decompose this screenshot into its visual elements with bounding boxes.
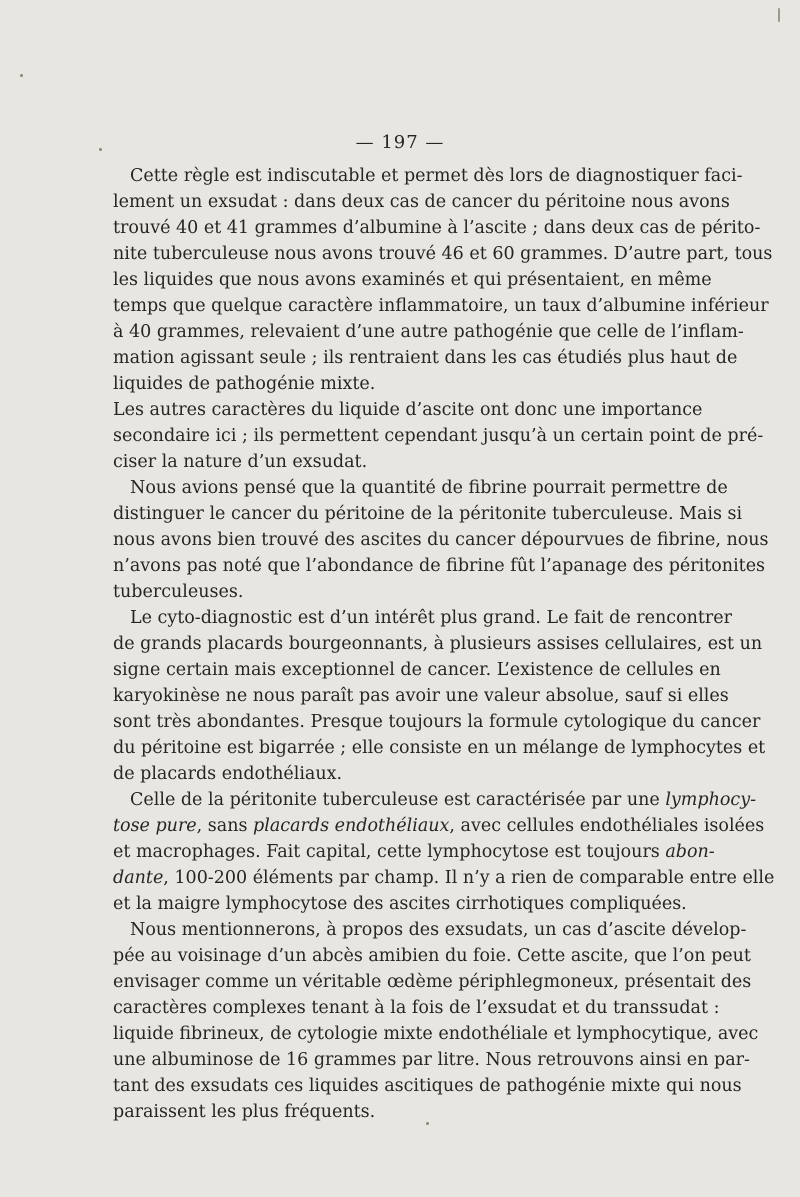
text-line: envisager comme un véritable œdème périphlegmoneux, présentait des bbox=[113, 972, 752, 992]
italic-term: dante bbox=[113, 868, 164, 888]
paragraph-2 bbox=[113, 397, 764, 475]
text-line bbox=[113, 787, 756, 813]
text-line: tuberculeuses. bbox=[113, 582, 244, 602]
text-run: et la maigre lymphocytose des ascites cirrhotiques compliquées. bbox=[113, 894, 687, 914]
text-line: karyokinèse ne nous paraît pas avoir une valeur absolue, sauf si elles bbox=[113, 686, 729, 706]
body-text bbox=[113, 163, 775, 1125]
text-line: paraissent les plus fréquents. bbox=[113, 1102, 376, 1122]
text-line: une albuminose de 16 grammes par litre. Nous retrouvons ainsi en par- bbox=[113, 1050, 750, 1070]
text-line: nous avons bien trouvé des ascites du cancer dépourvues de fibrine, nous bbox=[113, 530, 769, 550]
text-run: et macrophages. Fait capital, cette lymphocytose est toujours bbox=[113, 842, 666, 862]
text-line: temps que quelque caractère inflammatoire, un taux d’albumine inférieur bbox=[113, 296, 769, 316]
italic-term: abon- bbox=[665, 842, 715, 862]
italic-term: placards endothéliaux bbox=[253, 816, 450, 836]
text-line: lement un exsudat : dans deux cas de cancer du péritoine nous avons bbox=[113, 192, 730, 212]
text-line: distinguer le cancer du péritoine de la péritonite tuberculeuse. Mais si bbox=[113, 504, 743, 524]
paragraph-6 bbox=[113, 917, 759, 1125]
text-line: nite tuberculeuse nous avons trouvé 46 et 60 grammes. D’autre part, tous bbox=[113, 244, 773, 264]
text-line: à 40 grammes, relevaient d’une autre pathogénie que celle de l’inflam- bbox=[113, 322, 744, 342]
text-line: secondaire ici ; ils permettent cependant jusqu’à un certain point de pré- bbox=[113, 426, 764, 446]
text-line: de placards endothéliaux. bbox=[113, 764, 343, 784]
text-run: , 100-200 éléments par champ. Il n’y a rien de comparable entre elle bbox=[163, 868, 775, 888]
text-line: pée au voisinage d’un abcès amibien du foie. Cette ascite, que l’on peut bbox=[113, 946, 751, 966]
text-line: Les autres caractères du liquide d’ascite ont donc une importance bbox=[113, 400, 703, 420]
print-speck bbox=[426, 1122, 429, 1125]
text-line bbox=[113, 813, 765, 839]
text-line: les liquides que nous avons examinés et qui présentaient, en même bbox=[113, 270, 712, 290]
text-line: ciser la nature d’un exsudat. bbox=[113, 452, 368, 472]
text-run: , sans bbox=[196, 816, 254, 836]
text-line: du péritoine est bigarrée ; elle consiste en un mélange de lymphocytes et bbox=[113, 738, 766, 758]
text-line bbox=[113, 891, 700, 917]
text-line: Le cyto-diagnostic est d’un intérêt plus grand. Le fait de rencontrer bbox=[130, 608, 732, 628]
text-line: Nous avions pensé que la quantité de fibrine pourrait permettre de bbox=[130, 478, 728, 498]
text-line: de grands placards bourgeonnants, à plusieurs assises cellulaires, est un bbox=[113, 634, 763, 654]
text-run: , avec cellules endothéliales isolées bbox=[449, 816, 765, 836]
text-line bbox=[113, 839, 715, 865]
paragraph-4 bbox=[113, 605, 766, 787]
italic-term: lymphocy- bbox=[665, 790, 756, 810]
text-line: Cette règle est indiscutable et permet dès lors de diagnostiquer faci- bbox=[130, 166, 743, 186]
page-number: — 197 — bbox=[355, 132, 445, 153]
print-speck bbox=[778, 8, 780, 22]
text-line: signe certain mais exceptionnel de cancer. L’existence de cellules en bbox=[113, 660, 721, 680]
paragraph-5 bbox=[113, 787, 775, 917]
text-line: tant des exsudats ces liquides ascitiques de pathogénie mixte qui nous bbox=[113, 1076, 742, 1096]
text-line: liquides de pathogénie mixte. bbox=[113, 374, 376, 394]
text-run: Celle de la péritonite tuberculeuse est caractérisée par une bbox=[130, 790, 666, 810]
text-line: mation agissant seule ; ils rentraient dans les cas étudiés plus haut de bbox=[113, 348, 738, 368]
paragraph-3 bbox=[113, 475, 769, 605]
print-speck bbox=[20, 74, 23, 77]
text-line: liquide fibrineux, de cytologie mixte endothéliale et lymphocytique, avec bbox=[113, 1024, 759, 1044]
text-line: trouvé 40 et 41 grammes d’albumine à l’ascite ; dans deux cas de périto- bbox=[113, 218, 761, 238]
text-line: Nous mentionnerons, à propos des exsudats, un cas d’ascite dévelop- bbox=[130, 920, 747, 940]
text-line: caractères complexes tenant à la fois de l’exsudat et du transsudat : bbox=[113, 998, 720, 1018]
text-line bbox=[113, 865, 775, 891]
paragraph-1 bbox=[113, 163, 773, 397]
print-speck bbox=[99, 148, 102, 151]
italic-term: tose pure bbox=[113, 816, 197, 836]
text-line: n’avons pas noté que l’abondance de fibrine fût l’apanage des péritonites bbox=[113, 556, 766, 576]
text-line: sont très abondantes. Presque toujours la formule cytologique du cancer bbox=[113, 712, 761, 732]
